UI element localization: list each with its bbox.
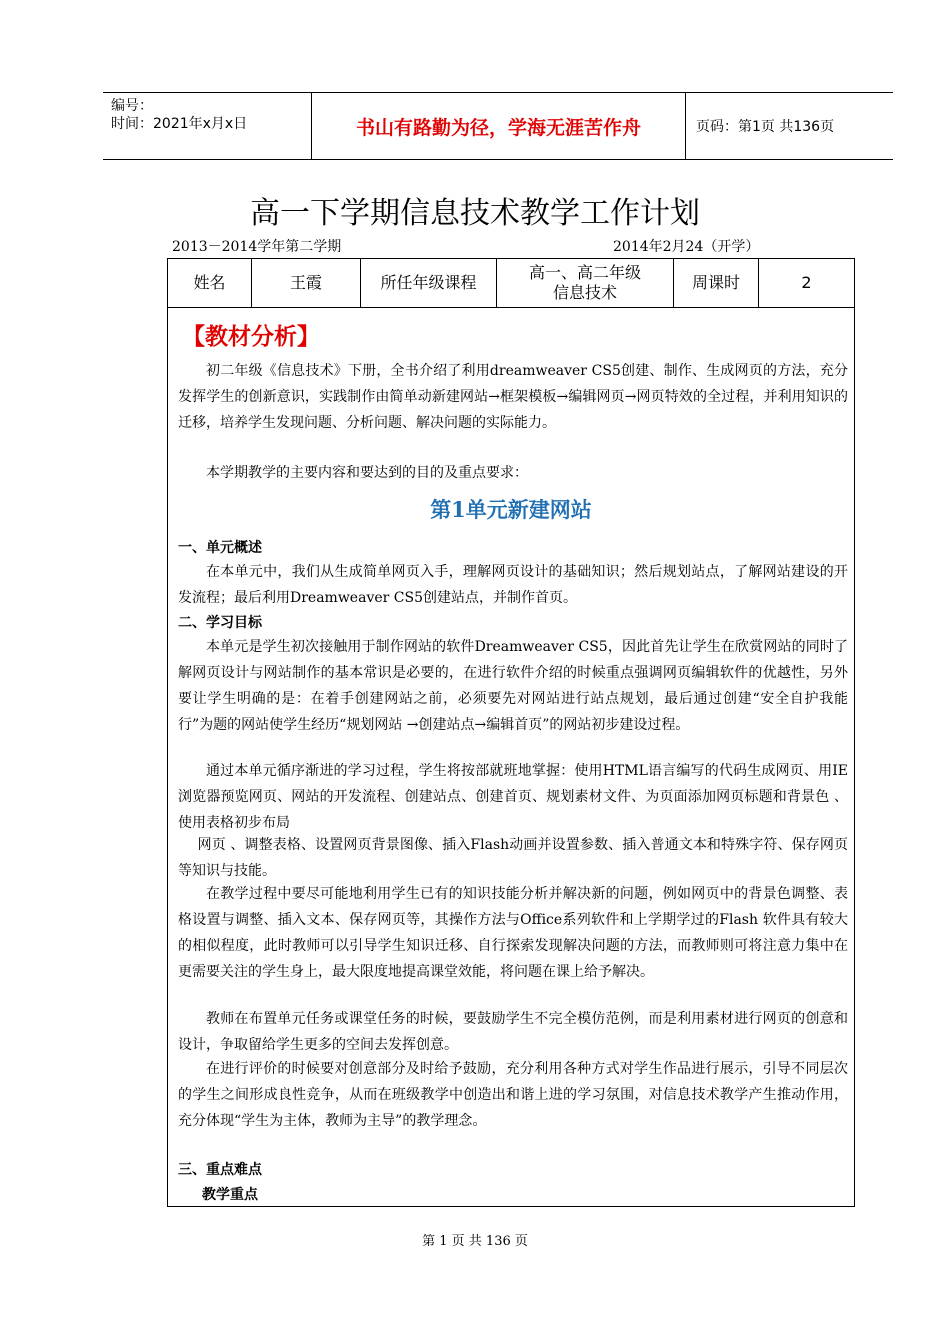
hours-label-cell: 周课时 — [674, 259, 759, 308]
page-footer: 第 1 页 共 136 页 — [422, 1234, 528, 1249]
course-value-cell — [497, 259, 674, 308]
intro-paragraph: 初二年级《信息技术》下册，全书介绍了利用dreamweaver CS5创建、制作、生成网页的方法，充分发挥学生的创新意识，实践制作由简单动新建网站→框架模板→编辑网页→网页特效的全过程，并利用知识的迁移，培养学生发现问题、分析问题、解决问题的实际能力。 — [178, 363, 848, 431]
document-title: 高一下学期信息技术教学工作计划 — [250, 196, 700, 231]
name-value-cell: 王霞 — [252, 259, 361, 308]
teacher-info-table — [167, 258, 855, 308]
name-label-cell: 姓名 — [168, 259, 252, 308]
overview-paragraph: 在本单元中，我们从生成简单网页入手，理解网页设计的基础知识；然后规划站点，了解网站建设的开发流程；最后利用Dreamweaver CS5创建站点，并制作首页。 — [178, 564, 848, 606]
course-value-line1: 高一、高二年级 — [528, 263, 641, 282]
goals-paragraph-3: 网页 、调整表格、设置网页背景图像、插入Flash动画并设置参数、插入普通文本和特殊字符、保存网页等知识与技能。 — [178, 837, 848, 879]
start-date-label: 2014年2月24（开学） — [613, 239, 760, 255]
heading-teaching-focus: 教学重点 — [202, 1187, 258, 1203]
hours-value-cell: 2 — [759, 259, 855, 308]
goals-paragraph-5: 教师在布置单元任务或课堂任务的时候，要鼓励学生不完全模仿范例，而是利用素材进行网页的创意和设计，争取留给学生更多的空间去发挥创意。 — [178, 1011, 848, 1053]
header-motto: 书山有路勤为径，学海无涯苦作舟 — [312, 93, 686, 159]
goals-paragraph-6: 在进行评价的时候要对创意部分及时给予鼓励，充分利用各种方式对学生作品进行展示，引导不同层次的学生之间形成良性竞争，从而在班级教学中创造出和谐上进的学习氛围，对信息技术教学产生推动作用，充分体现“学生为主体，教师为主导”的教学理念。 — [178, 1061, 848, 1129]
time-label: 时间：2021年x月x日 — [111, 116, 248, 132]
goals-paragraph-4: 在教学过程中要尽可能地利用学生已有的知识技能分析并解决新的问题，例如网页中的背景色调整、表格设置与调整、插入文本、保存网页等，其操作方法与Office系列软件和上学期学过的Flash 软件具有较大的相似程度，此时教师可以引导学生知识迁移、自行探索发现解决问题的方法，而教师则可将注意力集中在更需要关注的学生身上，最大限度地提高课堂效能，将问题在课上给予解决。 — [178, 886, 848, 980]
goals-paragraph-2: 通过本单元循序渐进的学习过程，学生将按部就班地掌握：使用HTML语言编写的代码生成网页、用IE浏览器预览网页、网站的开发流程、创建站点、创建首页、规划素材文件、为页面添加网页标题和背景色 、使用表格初步布局 — [178, 763, 848, 831]
semester-label: 2013－2014学年第二学期 — [172, 239, 342, 255]
page-header — [103, 92, 893, 160]
heading-goals: 二、学习目标 — [178, 615, 262, 631]
course-label-cell: 所任年级课程 — [361, 259, 497, 308]
section-heading: 【教材分析】 — [182, 324, 320, 350]
goals-paragraph-1: 本单元是学生初次接触用于制作网站的软件Dreamweaver CS5，因此首先让学生在欣赏网站的同时了解网页设计与网站制作的基本常识是必要的，在进行软件介绍的时候重点强调网页编辑软件的优越性，另外要让学生明确的是：在着手创建网站之前，必须要先对网站进行站点规划，最后通过创建“安全自护我能行”为题的网站使学生经历“规划网站 →创建站点→编辑首页”的网站初步建设过程。 — [178, 639, 848, 733]
header-meta — [103, 93, 312, 159]
header-page-info: 页码：第1页 共136页 — [696, 119, 835, 135]
course-value-line2: 信息技术 — [552, 283, 617, 302]
heading-key-points: 三、重点难点 — [178, 1162, 262, 1178]
content-box — [167, 308, 855, 1207]
intro-requirements: 本学期教学的主要内容和要达到的目的及重点要求： — [206, 465, 528, 481]
unit-title: 第1单元新建网站 — [430, 497, 592, 522]
heading-overview: 一、单元概述 — [178, 540, 262, 556]
number-label: 编号： — [111, 98, 153, 114]
